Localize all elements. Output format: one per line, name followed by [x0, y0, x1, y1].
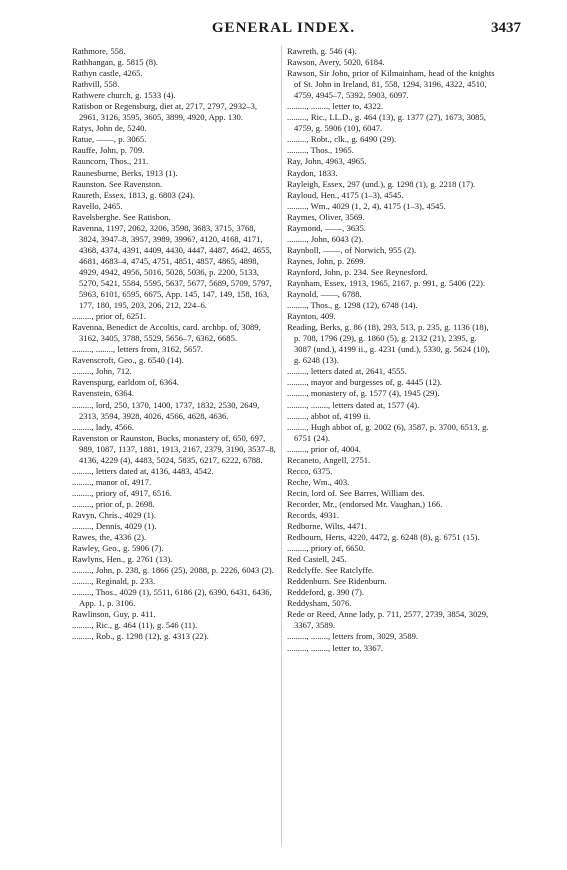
index-entry: ........., Thos., 4029 (1), 5511, 6186 (2), 6390, 6431, 6436, App. 1, p. 3106.: [72, 587, 272, 609]
index-entry: ........., prior of, 4004.: [287, 443, 361, 454]
left-index-column: [72, 46, 277, 643]
index-entry: Ravenna, 1197, 2062, 3206, 3598, 3683, 3715, 3768, 3824, 3947–8, 3957, 3989, 3996?, 4120, 4168, 4171, 4368, 4374, 4391, 4409, 4430, 4447, 4487, 4642, 4655, 4681, 4683–4, 4745, 4751, 4851, 4857, 4865, 4898, 4929, 4942, 4956, 5016, 5028, 5036, p. 2200, 5133, 5270, 5421, 5584, 5595, 5637, 5677, 5689, 5709, 5797, 5963, 6101, 6595, 6675, App. 145, 147, 149, 158, 163, 177, 180, 195, 203, 206, 212, 224–6.: [72, 222, 272, 311]
index-entry: ........., Ric., LL.D., g. 464 (13), g. 1377 (27), 1673, 3085, 4759, g. 5906 (10), 6047.: [287, 112, 486, 134]
index-entry: Rathvill, 558.: [72, 79, 120, 90]
index-entry: Recorder, Mr., (endorsed Mr. Vaughan,) 166.: [287, 498, 443, 509]
index-entry: Ravenscroft, Geo., g. 6540 (14).: [72, 355, 184, 366]
index-entry: Reddenburn. See Ridenburn.: [287, 576, 387, 587]
page-header: [0, 20, 567, 42]
index-entry: ........., John, p. 238, g. 1866 (25), 2088, p. 2226, 6043 (2).: [72, 565, 274, 576]
index-entry: ........., Thos., 1965.: [287, 145, 354, 156]
index-entry: Rathmore, 558.: [72, 46, 126, 56]
index-entry: Ravenspurg, earldom of, 6364.: [72, 377, 179, 388]
index-entry: ........., lady, 4566.: [72, 421, 134, 432]
index-entry: Raymond, ——, 3635.: [287, 222, 366, 233]
index-entry: ........., Dennis, 4029 (1).: [72, 521, 157, 532]
index-entry: Rede or Reed, Anne lady, p. 711, 2577, 2739, 3854, 3029, 3367, 3589.: [287, 609, 489, 631]
index-entry: Reddysham, 5076.: [287, 598, 352, 609]
index-entry: Rawlinson, Guy, p. 411.: [72, 609, 156, 620]
index-entry: Records, 4931.: [287, 509, 339, 520]
index-entry: Redclyffe. See Ratclyffe.: [287, 565, 374, 576]
index-entry: ........., priory of, 4917, 6516.: [72, 487, 172, 498]
index-entry: Ravello, 2465.: [72, 200, 123, 211]
index-entry: Ravenston or Raunston, Bucks, monastery of, 650, 697, 989, 1087, 1137, 1881, 1913, 2167, 2379, 3190, 3537–8, 4136, 4229 (4), 4483, 5024, 5835, 6217, 6222, 6788.: [72, 432, 276, 465]
index-entry: Raunesburne, Berks, 1913 (1).: [72, 167, 178, 178]
index-entry: ........., monastery of, g. 1577 (4), 1945 (29).: [287, 388, 440, 399]
index-entry: Red Castell, 245.: [287, 554, 347, 565]
index-entry: Ravelsberghe. See Ratisbon.: [72, 211, 171, 222]
index-entry: Raynboll, ——, of Norwich, 955 (2).: [287, 244, 417, 255]
index-entry: ........., manor of, 4917.: [72, 476, 152, 487]
index-entry: Rawley, Geo., g. 5906 (7).: [72, 543, 164, 554]
page-number: 3437: [491, 20, 521, 36]
index-entry: Reche, Wm., 403.: [287, 476, 350, 487]
index-entry: Rathyn castle, 4265.: [72, 68, 143, 79]
index-entry: ........., Hugh abbot of, g. 2002 (6), 3587, p. 3700, 6513, g. 6751 (24).: [287, 421, 489, 443]
index-entry: ........., letters dated at, 2641, 4555.: [287, 366, 407, 377]
index-entry: ........., Thos., g. 1298 (12), 6748 (14).: [287, 300, 418, 311]
index-entry: ........., ........, letters dated at, 1577 (4).: [287, 399, 420, 410]
index-entry: Ravenna, Benedict de Accoltis, card. archbp. of, 3089, 3162, 3405, 3788, 5529, 5656–7, 6362, 6685.: [72, 322, 261, 344]
index-entry: Raynes, John, p. 2699.: [287, 255, 366, 266]
index-entry: Ratys, John de, 5240.: [72, 123, 147, 134]
right-index-column: [287, 46, 495, 654]
index-entry: ........., Ric., g. 464 (11), g. 546 (11).: [72, 620, 198, 631]
index-entry: Raymes, Oliver, 3569.: [287, 211, 365, 222]
index-entry: ........., priory of, 6650.: [287, 543, 366, 554]
index-entry: Rauffe, John, p. 709.: [72, 145, 145, 156]
index-entry: ........., ........, letter to, 4322.: [287, 101, 384, 112]
index-entry: ........., abbot of, 4199 ii.: [287, 410, 371, 421]
column-divider: [281, 46, 282, 846]
index-entry: ........., prior of, p. 2698.: [72, 498, 155, 509]
index-entry: Raynford, John, p. 234. See Reynesford.: [287, 266, 428, 277]
index-entry: Recco, 6375.: [287, 465, 333, 476]
index-entry: Rawson, Avery, 5020, 6184.: [287, 57, 385, 68]
index-entry: Reading, Berks, g. 86 (18), 293, 513, p. 235, g. 1136 (18), p. 708, 1796 (29), g. 1860 (5), g. 2132 (21), 2395, g. 3087 (und.), 4199 ii., g. 4231 (und.), 5330, g. 5624 (10), g. 6248 (13).: [287, 322, 490, 366]
index-entry: ........., ........, letters from, 3162, 5657.: [72, 344, 204, 355]
index-entry: ........., prior of, 6251.: [72, 311, 146, 322]
index-entry: ........., letters dated at, 4136, 4483, 4542.: [72, 465, 214, 476]
index-entry: ........., ........, letter to, 3367.: [287, 642, 384, 653]
index-entry: Ray, John, 4963, 4965.: [287, 156, 367, 167]
index-entry: Rawreth, g. 546 (4).: [287, 46, 357, 56]
index-entry: Raynham, Essex, 1913, 1965, 2167, p. 991, g. 5406 (22).: [287, 277, 486, 288]
index-entry: ........., mayor and burgesses of, g. 4445 (12).: [287, 377, 442, 388]
index-entry: Redbourn, Herts, 4220, 4472, g. 6248 (8), g. 6751 (15).: [287, 532, 480, 543]
index-entry: Rawlyns, Hen., g. 2761 (13).: [72, 554, 173, 565]
index-entry: ........., Reginald, p. 233.: [72, 576, 156, 587]
index-entry: Raynold, ——, 6788.: [287, 289, 362, 300]
index-entry: ........., Wm., 4029 (1, 2, 4), 4175 (1–3), 4545.: [287, 200, 446, 211]
index-entry: ........., lord, 250, 1370, 1400, 1737, 1832, 2530, 2649, 2313, 3594, 3928, 4026, 4566, 4628, 4636.: [72, 399, 260, 421]
index-entry: ........., Rob., g. 1298 (12), g. 4313 (22).: [72, 631, 209, 642]
index-entry: Redborne, Wilts, 4471.: [287, 521, 367, 532]
index-entry: Rawes, the, 4336 (2).: [72, 532, 147, 543]
index-entry: Raydon, 1833.: [287, 167, 338, 178]
index-entry: Ravenstein, 6364.: [72, 388, 135, 399]
index-entry: Rawson, Sir John, prior of Kilmainham, head of the knights of St. John in Ireland, 81, 558, 1294, 3196, 4322, 4510, 4759, 4945–7, 5392, 5903, 6097.: [287, 68, 495, 101]
index-entry: Rauncorn, Thos., 211.: [72, 156, 149, 167]
index-entry: ........., ........, letters from, 3029, 3589.: [287, 631, 419, 642]
index-entry: ........., John, 6043 (2).: [287, 233, 364, 244]
index-entry: Ratisbon or Regensburg, diet at, 2717, 2797, 2932–3, 2961, 3126, 3595, 3605, 3899, 4920, App. 130.: [72, 101, 258, 123]
index-entry: Rathwere church, g. 1533 (4).: [72, 90, 176, 101]
index-entry: Ratue, ——, p. 3065.: [72, 134, 147, 145]
index-entry: ........., Robt., clk., g. 6490 (29).: [287, 134, 397, 145]
index-entry: Recin, lord of. See Barres, William des.: [287, 487, 425, 498]
index-entry: Rayleigh, Essex, 297 (und.), g. 1298 (1), g. 2218 (17).: [287, 178, 476, 189]
running-title: GENERAL INDEX.: [211, 20, 356, 36]
index-entry: Reddeford, g. 390 (7).: [287, 587, 364, 598]
index-entry: Ravyn, Chris., 4029 (1).: [72, 509, 156, 520]
index-entry: Recaneto, Angell, 2751.: [287, 454, 371, 465]
index-entry: Rayloud, Hen., 4175 (1–3), 4545.: [287, 189, 404, 200]
index-entry: Raunston. See Ravenston.: [72, 178, 163, 189]
index-entry: Rathhangan, g. 5815 (8).: [72, 57, 159, 68]
index-entry: ........., John, 712.: [72, 366, 132, 377]
index-entry: Raureth, Essex, 1813, g. 6803 (24).: [72, 189, 195, 200]
index-entry: Raynton, 409.: [287, 311, 336, 322]
